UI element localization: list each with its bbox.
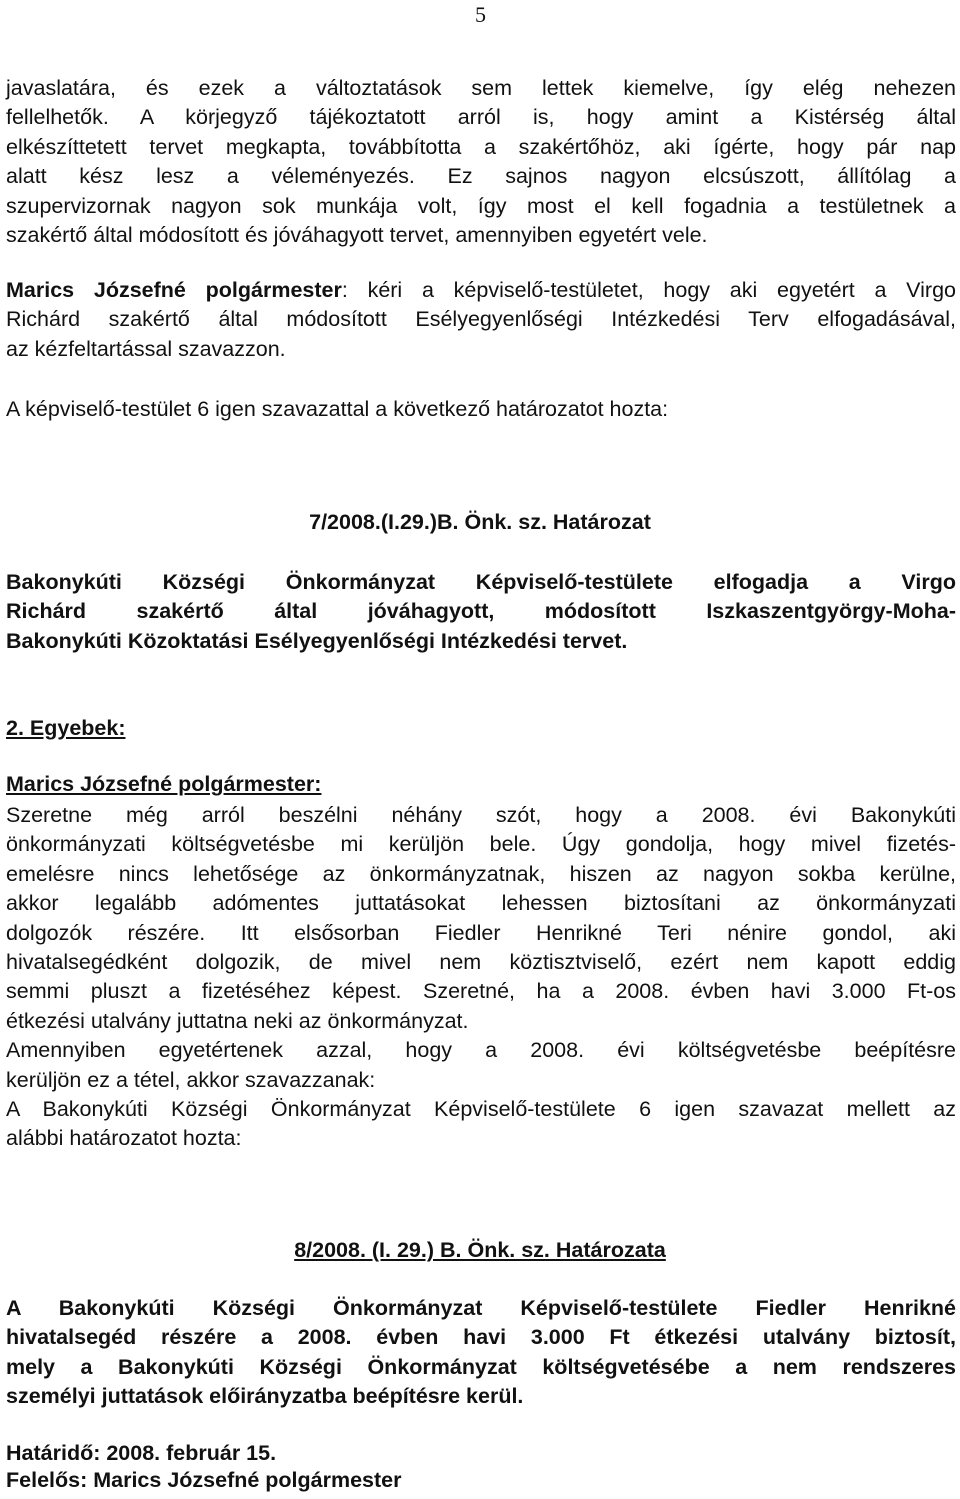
section-2-line: akkor legalább adómentes juttatásokat lehessen biztosítani az önkormányzati	[6, 891, 956, 916]
resolution-2-line: hivatalsegéd részére a 2008. évben havi 3.000 Ft étkezési utalvány biztosít,	[6, 1325, 956, 1350]
intro-line: szupervizornak nagyon sok munkája volt, így most el kell fogadnia a testületnek a	[6, 193, 956, 218]
section-2-line: kerüljön ez a tétel, akkor szavazzanak:	[6, 1067, 376, 1092]
section-2-line: A Bakonykúti Községi Önkormányzat Képviselő-testülete 6 igen szavazat mellett az	[6, 1097, 956, 1122]
resolution-2-body	[6, 1294, 956, 1412]
mayor-request-line	[6, 276, 956, 305]
intro-paragraph	[6, 74, 956, 250]
resolution-2-line: mely a Bakonykúti Községi Önkormányzat költségvetésébe a nem rendszeres	[6, 1354, 956, 1379]
mayor-request-line: az kézfeltartással szavazzon.	[6, 336, 286, 361]
intro-line: alatt kész lesz a véleményezés. Ez sajnos nagyon elcsúszott, állítólag a	[6, 164, 956, 189]
responsible-person: Felelős: Marics Józsefné polgármester	[6, 1468, 402, 1492]
intro-line: szakértő által módosított és jóváhagyott tervet, amennyiben egyetért vele.	[6, 223, 708, 248]
resolution-1-title: 7/2008.(I.29.)B. Önk. sz. Határozat	[309, 510, 651, 534]
section-2-line: étkezési utalvány juttatna neki az önkormányzat.	[6, 1008, 469, 1033]
intro-line: javaslatára, és ezek a változtatások sem lettek kiemelve, így elég nehezen	[6, 76, 956, 100]
deadline: Határidő: 2008. február 15.	[6, 1441, 277, 1465]
page-number: 5	[475, 2, 486, 27]
resolution-2-line: személyi juttatások előirányzatba beépítésre kerül.	[6, 1384, 524, 1409]
intro-line: elkészíttetett tervet megkapta, továbbította a szakértőhöz, aki ígérte, hogy pár nap	[6, 134, 956, 159]
section-2-line: hivatalsegédként dolgozik, de mivel nem köztisztviselő, ezért nem kapott eddig	[6, 950, 956, 975]
resolution-2-line: A Bakonykúti Községi Önkormányzat Képviselő-testülete Fiedler Henrikné	[6, 1296, 956, 1320]
section-2-paragraph	[6, 801, 956, 1154]
section-2-line: önkormányzati költségvetésbe mi kerüljön bele. Úgy gondolja, hogy mivel fizetés-	[6, 832, 956, 857]
vote-statement: A képviselő-testület 6 igen szavazattal a következő határozatot hozta:	[6, 397, 669, 421]
resolution-1-body	[6, 568, 956, 656]
section-2-line: Szeretne még arról beszélni néhány szót, hogy a 2008. évi Bakonykúti	[6, 803, 956, 827]
resolution-1-line: Bakonykúti Községi Önkormányzat Képviselő-testülete elfogadja a Virgo	[6, 570, 956, 594]
speaker-name: Marics Józsefné polgármester	[6, 278, 342, 302]
section-2-line: semmi pluszt a fizetéséhez képest. Szeretné, ha a 2008. évben havi 3.000 Ft-os	[6, 979, 956, 1004]
section-2-heading: 2. Egyebek:	[6, 716, 126, 740]
mayor-request-line: Richárd szakértő által módosított Esélyegyenlőségi Intézkedési Terv elfogadásával,	[6, 307, 956, 332]
mayor-request-paragraph	[6, 276, 956, 364]
section-2-line: emelésre nincs lehetősége az önkormányzatnak, hiszen az nagyon sokba kerülne,	[6, 861, 956, 886]
intro-line: fellelhetők. A körjegyző tájékoztatott arról is, hogy amint a Kistérség által	[6, 105, 956, 130]
resolution-1-line: Richárd szakértő által jóváhagyott, módosított Iszkaszentgyörgy-Moha-	[6, 599, 956, 624]
section-2-line: dolgozók részére. Itt elsősorban Fiedler Henrikné Teri nénire gondol, aki	[6, 920, 956, 945]
mayor-request-text: : kéri a képviselő-testületet, hogy aki egyetért a Virgo	[341, 278, 956, 302]
section-2-line: alábbi határozatot hozta:	[6, 1126, 242, 1151]
resolution-2-title: 8/2008. (I. 29.) B. Önk. sz. Határozata	[294, 1238, 666, 1262]
section-2-line: Amennyiben egyetértenek azzal, hogy a 2008. évi költségvetésbe beépítésre	[6, 1038, 956, 1063]
resolution-1-line: Bakonykúti Közoktatási Esélyegyenlőségi Intézkedési tervet.	[6, 628, 628, 653]
section-2-speaker: Marics Józsefné polgármester:	[6, 772, 322, 796]
